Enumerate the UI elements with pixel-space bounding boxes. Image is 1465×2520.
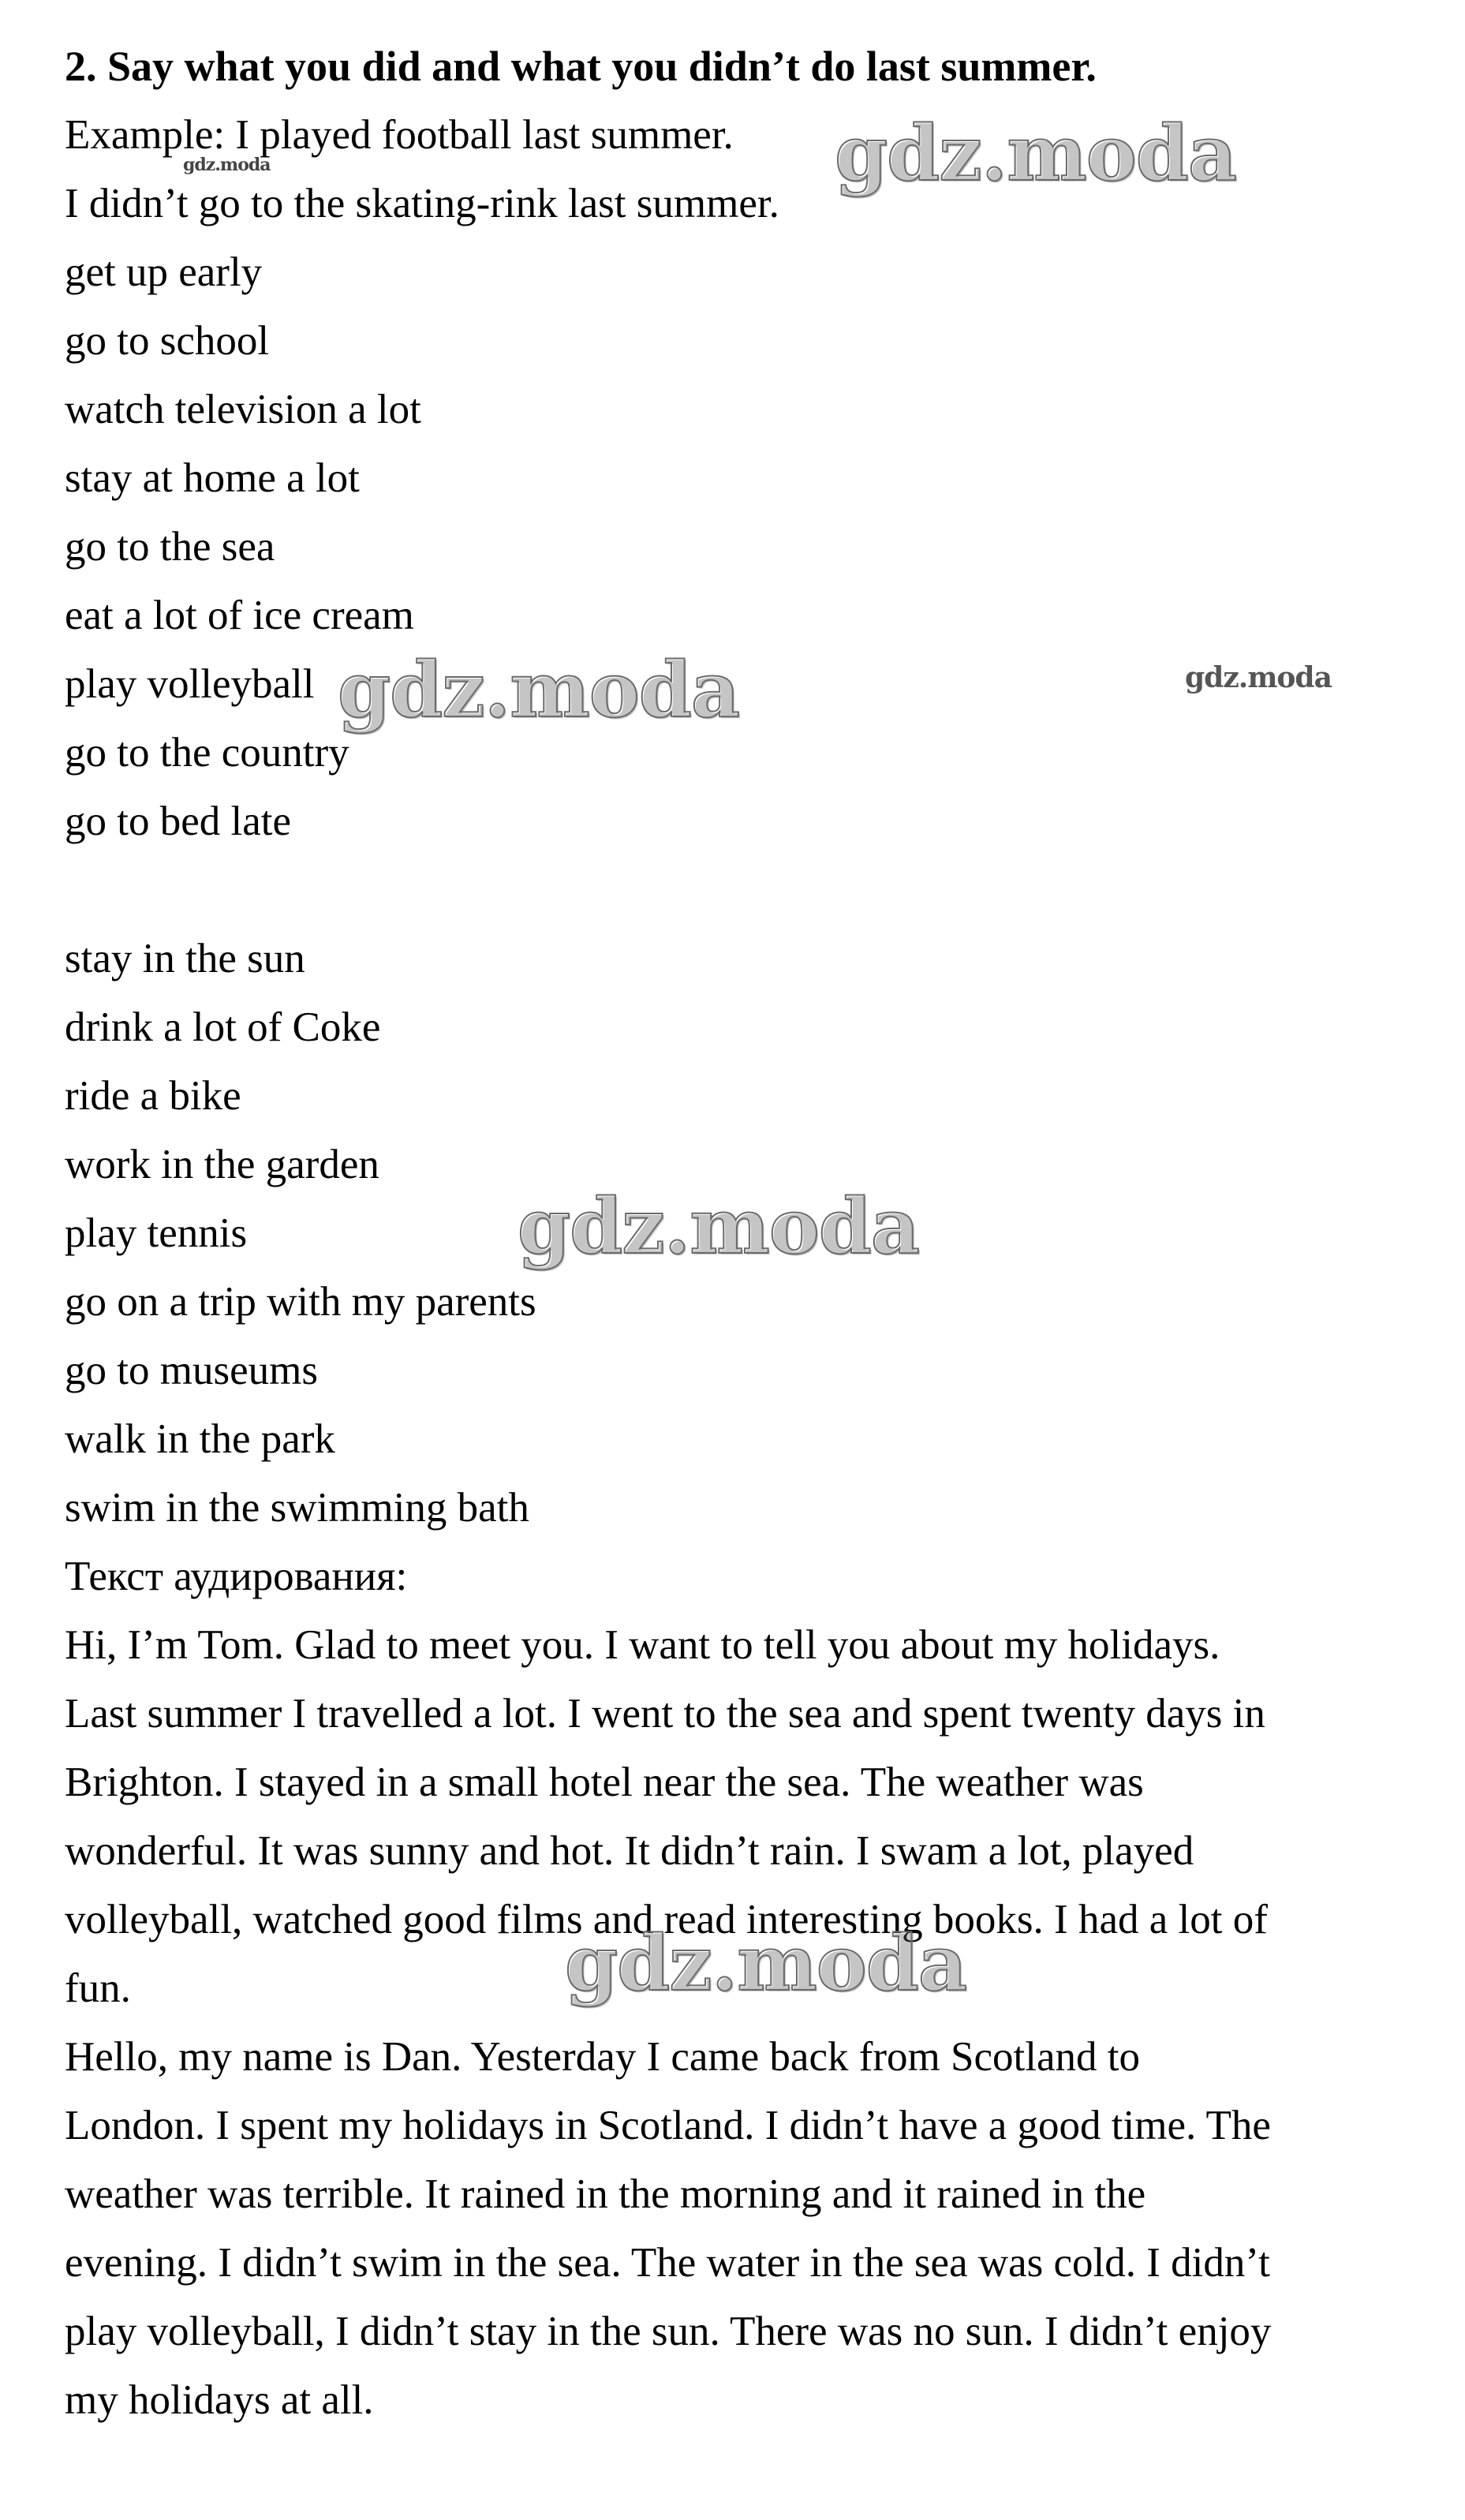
tom-text-line: fun. — [65, 1965, 131, 2011]
tom-text-line: Hi, I’m Tom. Glad to meet you. I want to tell you about my holidays. — [65, 1622, 1220, 1668]
exercise-title: 2. Say what you did and what you didn’t do last summer. — [65, 43, 1097, 90]
dan-text-line: evening. I didn’t swim in the sea. The water in the sea was cold. I didn’t — [65, 2240, 1270, 2286]
blank-gap — [65, 856, 1406, 925]
tom-text-line: volleyball, watched good films and read interesting books. I had a lot of — [65, 1897, 1268, 1942]
watermark: gdz.moda — [338, 645, 740, 735]
dan-text-line: play volleyball, I didn’t stay in the sun. There was no sun. I didn’t enjoy — [65, 2309, 1272, 2354]
activity-item: go to the country — [65, 730, 349, 776]
watermark: gdz.moda — [565, 1919, 967, 2008]
activity-item: work in the garden — [65, 1142, 379, 1187]
watermark: gdz.moda — [518, 1182, 920, 1271]
activity-item: ride a bike — [65, 1073, 241, 1119]
tom-text-line: wonderful. It was sunny and hot. It didn’t rain. I swam a lot, played — [65, 1828, 1194, 1874]
activity-item: drink a lot of Coke — [65, 1004, 381, 1050]
tom-text-line: Brighton. I stayed in a small hotel near the sea. The weather was — [65, 1759, 1144, 1805]
listening-label: Текст аудирования: — [65, 1554, 408, 1599]
activity-item: swim in the swimming bath — [65, 1485, 529, 1531]
watermark: gdz.moda — [835, 109, 1237, 198]
activity-item: walk in the park — [65, 1416, 335, 1462]
example-line: I didn’t go to the skating-rink last summer. — [65, 181, 779, 226]
tom-text-line: Last summer I travelled a lot. I went to the sea and spent twenty days in — [65, 1691, 1265, 1737]
activity-item: stay at home a lot — [65, 455, 360, 501]
activity-item: eat a lot of ice cream — [65, 593, 414, 638]
activity-item: go to the sea — [65, 524, 275, 570]
activity-item: go on a trip with my parents — [65, 1279, 536, 1325]
dan-text-line: Hello, my name is Dan. Yesterday I came back from Scotland to — [65, 2034, 1140, 2080]
watermark: gdz.moda — [1185, 661, 1332, 694]
activity-item: watch television a lot — [65, 387, 421, 432]
activity-item: play tennis — [65, 1210, 248, 1256]
activity-item: go to museums — [65, 1348, 318, 1393]
example-line: Example: I played football last summer. — [65, 112, 734, 158]
dan-text-line: London. I spent my holidays in Scotland. I didn’t have a good time. The — [65, 2103, 1271, 2148]
activity-item: play volleyball — [65, 661, 315, 707]
activity-item: get up early — [65, 249, 263, 295]
activity-item: go to school — [65, 318, 270, 364]
dan-text-line: my holidays at all. — [65, 2377, 374, 2423]
dan-text-line: weather was terrible. It rained in the morning and it rained in the — [65, 2171, 1146, 2217]
activity-item: stay in the sun — [65, 936, 305, 981]
watermark: gdz.moda — [183, 155, 271, 175]
activity-item: go to bed late — [65, 798, 291, 844]
exercise-page — [65, 32, 1406, 2435]
